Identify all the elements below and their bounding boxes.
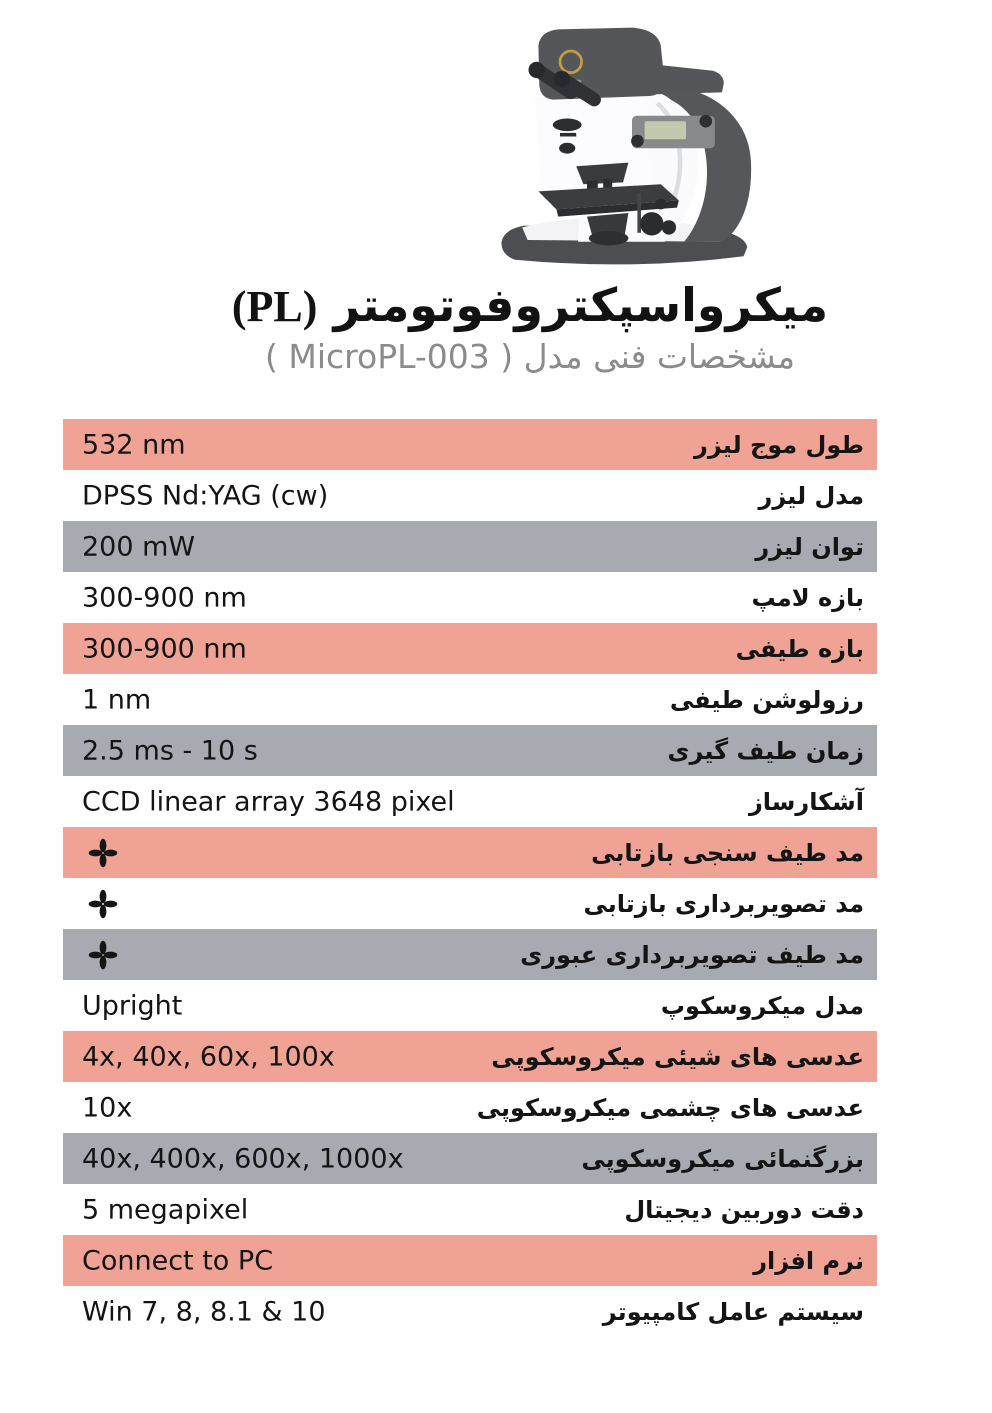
- spec-label: نرم افزار: [753, 1246, 864, 1275]
- spec-value: [82, 940, 118, 970]
- spec-row: [63, 878, 877, 929]
- spec-row: [63, 1235, 877, 1286]
- spec-label: مدل لیزر: [758, 481, 864, 510]
- spec-label: مد تصویربرداری بازتابی: [583, 889, 864, 918]
- spec-value: Win 7, 8, 8.1 & 10: [82, 1296, 326, 1327]
- spec-row: [63, 674, 877, 725]
- spec-label: دقت دوربین دیجیتال: [624, 1195, 864, 1224]
- spec-label: مدل میکروسکوپ: [660, 991, 864, 1020]
- spec-value: 5 megapixel: [82, 1194, 249, 1225]
- page-title-model-code: (PL): [231, 282, 318, 331]
- page-subtitle: مشخصات فنی مدل ( MicroPL-003 ): [265, 336, 795, 376]
- spec-label: زمان طیف گیری: [667, 736, 864, 765]
- spec-label: بازه لامپ: [751, 583, 864, 612]
- page-title: [127, 278, 933, 334]
- spec-value: 4x, 40x, 60x, 100x: [82, 1041, 335, 1072]
- spec-value: CCD linear array 3648 pixel: [82, 786, 455, 817]
- spec-row: [63, 572, 877, 623]
- spec-value: 532 nm: [82, 429, 186, 460]
- spec-value: Upright: [82, 990, 183, 1021]
- spec-value: 40x, 400x, 600x, 1000x: [82, 1143, 404, 1174]
- spec-row: [63, 980, 877, 1031]
- spec-label: رزولوشن طیفی: [669, 685, 864, 714]
- spec-label: عدسی های شیئی میکروسکوپی: [491, 1042, 864, 1071]
- spec-value: 1 nm: [82, 684, 152, 715]
- header: [127, 278, 933, 376]
- spec-row: [63, 1184, 877, 1235]
- spec-label: توان لیزر: [755, 532, 864, 561]
- four-petal-asterisk-icon: [88, 940, 118, 970]
- spec-label: بازه طیفی: [735, 634, 864, 663]
- spec-value: 300-900 nm: [82, 633, 247, 664]
- spec-row: [63, 929, 877, 980]
- spec-row: [63, 776, 877, 827]
- spec-row: [63, 1286, 877, 1337]
- spec-row: [63, 1031, 877, 1082]
- spec-value: [82, 889, 118, 919]
- spec-row: [63, 725, 877, 776]
- spec-row: [63, 623, 877, 674]
- spec-row: [63, 470, 877, 521]
- spec-table: [63, 419, 877, 1337]
- spec-value: 2.5 ms - 10 s: [82, 735, 258, 766]
- spec-value: [82, 838, 118, 868]
- spec-label: طول موج لیزر: [694, 430, 864, 459]
- spec-row: [63, 827, 877, 878]
- spec-row: [63, 521, 877, 572]
- spec-value: 10x: [82, 1092, 133, 1123]
- spec-label: آشکارساز: [748, 787, 864, 816]
- spec-row: [63, 1082, 877, 1133]
- four-petal-asterisk-icon: [88, 889, 118, 919]
- spec-value: 300-900 nm: [82, 582, 247, 613]
- spec-value: 200 mW: [82, 531, 196, 562]
- page-title-fa: میکرواسپکتروفوتومتر: [333, 278, 829, 332]
- four-petal-asterisk-icon: [88, 838, 118, 868]
- spec-label: مد طیف سنجی بازتابی: [591, 838, 864, 867]
- microscope-image: [452, 14, 776, 268]
- spec-label: بزرگنمائی میکروسکوپی: [581, 1144, 864, 1173]
- spec-value: Connect to PC: [82, 1245, 274, 1276]
- spec-label: عدسی های چشمی میکروسکوپی: [476, 1093, 864, 1122]
- microscope-illustration: [452, 14, 776, 268]
- spec-label: مد طیف تصویربرداری عبوری: [520, 940, 864, 969]
- spec-value: DPSS Nd:YAG (cw): [82, 480, 329, 511]
- spec-row: [63, 419, 877, 470]
- spec-label: سیستم عامل کامپیوتر: [602, 1297, 864, 1326]
- spec-row: [63, 1133, 877, 1184]
